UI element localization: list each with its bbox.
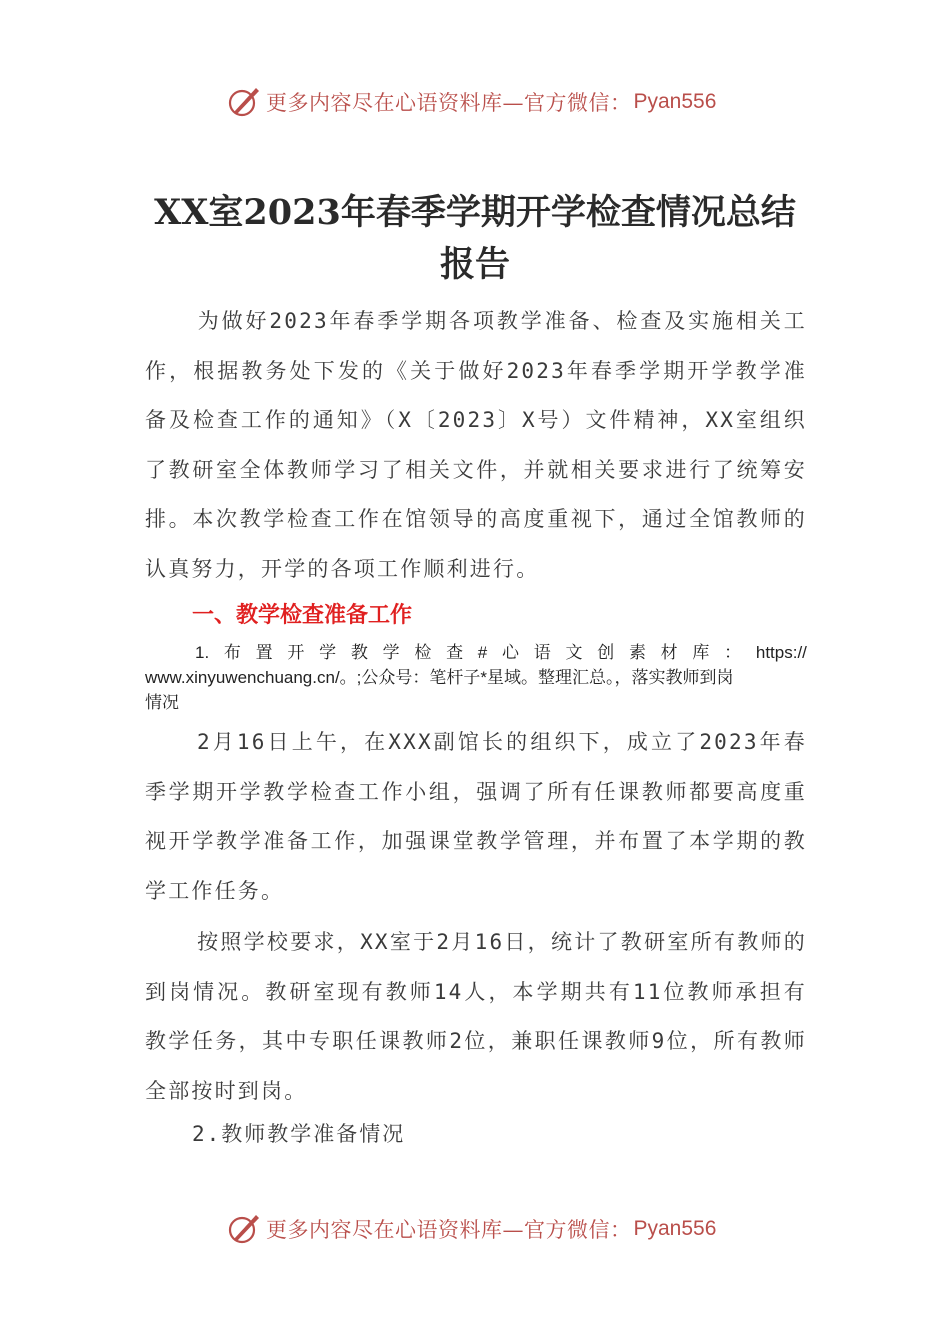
item-1-line-3: 情况 [145,693,179,712]
item-1-text [145,640,807,715]
quill-pen-logo-icon [226,1211,262,1247]
banner-wechat-id: Pyan556 [633,90,717,113]
item-1-line-2: www.xinyuwenchuang.cn/。;公众号：笔杆子*星域。整理汇总。，落实教师到岗 [145,668,734,687]
footer-banner [226,1209,726,1249]
banner-text: 更多内容尽在心语资料库—官方微信： [266,91,632,115]
header-banner [226,82,726,122]
banner-wechat-id: Pyan556 [633,1217,717,1240]
paragraph-2-text: 2月16日上午，在XXX副馆长的组织下，成立了2023年春季学期开学教学检查工作小组，强调了所有任课教师都要高度重视开学教学准备工作，加强课堂教学管理，并布置了本学期的教学工作任务。 [145,730,807,903]
paragraph-3 [145,918,807,1116]
paragraph-3-text: 按照学校要求，XX室于2月16日，统计了教研室所有教师的到岗情况。教研室现有教师14人，本学期共有11位教师承担有教学任务，其中专职任课教师2位，兼职任课教师9位，所有教师全部按时到岗。 [145,930,807,1103]
banner-text: 更多内容尽在心语资料库—官方微信： [266,1218,632,1242]
intro-text: 为做好2023年春季学期各项教学准备、检查及实施相关工作，根据教务处下发的《关于做好2023年春季学期开学教学准备及检查工作的通知》（X〔2023〕X号）文件精神，XX室组织了教研室全体教师学习了相关文件，并就相关要求进行了统筹安排。本次教学检查工作在馆领导的高度重视下，通过全馆教师的认真努力，开学的各项工作顺利进行。 [145,309,807,581]
item-1-line-1: 1. 布 置 开 学 教 学 检 查 # 心 语 文 创 素 材 库 ： https:// [195,643,807,662]
document-title: XX室2023年春季学期开学检查情况总结报告 [154,192,796,286]
quill-pen-logo-icon [226,84,262,120]
paragraph-2 [145,718,807,916]
intro-paragraph [145,297,807,594]
item-2-heading: 2.教师教学准备情况 [192,1122,406,1146]
section-heading-1: 一、教学检查准备工作 [192,603,413,628]
